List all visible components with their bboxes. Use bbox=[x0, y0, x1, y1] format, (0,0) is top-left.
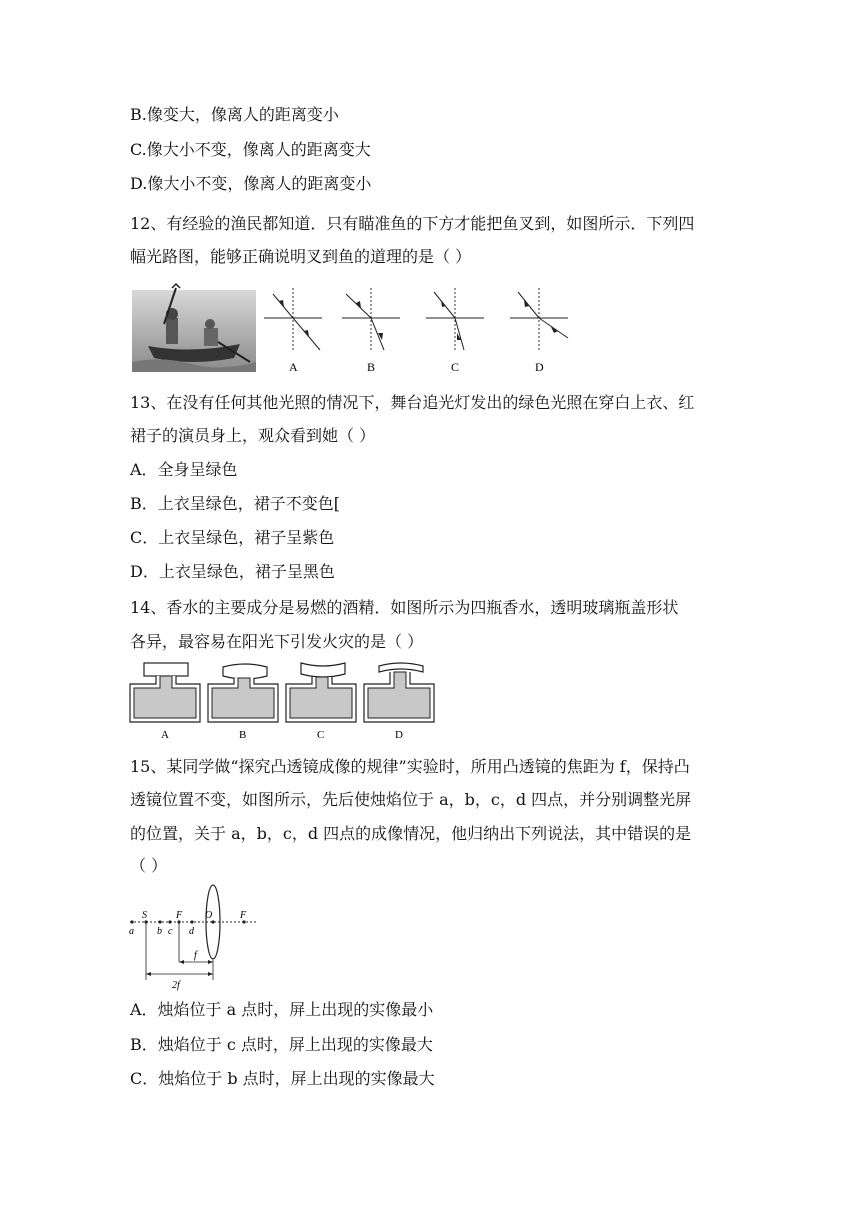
fisherman-picture bbox=[132, 284, 256, 372]
q11-option-c: C.像大小不变，像离人的距离变大 bbox=[130, 140, 371, 159]
q15-stem-line1: 15、某同学做“探究凸透镜成像的规律”实验时，所用凸透镜的焦距为 f，保持凸 bbox=[130, 757, 690, 776]
label-f-left: F bbox=[176, 910, 183, 921]
light-path-b bbox=[342, 288, 400, 352]
q13-stem-line2: 裙子的演员身上，观众看到她（ ） bbox=[130, 426, 376, 445]
label-f-right: F bbox=[240, 910, 247, 921]
q15-option-c: C．烛焰位于 b 点时，屏上出现的实像最大 bbox=[130, 1069, 435, 1088]
label-d: d bbox=[189, 926, 194, 937]
q13-option-c: C．上衣呈绿色，裙子呈紫色 bbox=[130, 528, 335, 547]
q14-stem-line2: 各异，最容易在阳光下引发火灾的是（ ） bbox=[130, 632, 424, 651]
label-f: f bbox=[194, 950, 197, 961]
label-c: c bbox=[168, 926, 173, 937]
light-path-c bbox=[426, 288, 484, 352]
q11-option-b: B.像变大，像离人的距离变小 bbox=[130, 105, 339, 124]
q15-option-a: A．烛焰位于 a 点时，屏上出现的实像最小 bbox=[130, 1000, 434, 1019]
q12-stem-line2: 幅光路图，能够正确说明叉到鱼的道理的是（ ） bbox=[130, 247, 472, 266]
perfume-bottle-a bbox=[130, 663, 200, 722]
q15-stem-line4: （ ） bbox=[130, 856, 168, 875]
q13-option-a: A．全身呈绿色 bbox=[130, 460, 238, 479]
q13-stem-line1: 13、在没有任何其他光照的情况下，舞台追光灯发出的绿色光照在穿白上衣、红 bbox=[130, 393, 695, 412]
q11-option-d: D.像大小不变，像离人的距离变小 bbox=[130, 174, 372, 193]
perfume-bottle-d bbox=[364, 663, 434, 722]
q14-label-c: C bbox=[317, 729, 325, 741]
light-path-a bbox=[264, 288, 322, 352]
q12-stem-line1: 12、有经验的渔民都知道．只有瞄准鱼的下方才能把鱼叉到，如图所示．下列四 bbox=[130, 214, 695, 233]
q13-option-d: D．上衣呈绿色，裙子呈黑色 bbox=[130, 562, 335, 581]
q14-figure bbox=[128, 660, 438, 742]
label-a: a bbox=[129, 926, 134, 937]
q14-label-d: D bbox=[395, 729, 403, 741]
label-b: b bbox=[157, 926, 162, 937]
label-s: S bbox=[142, 910, 147, 921]
q12-label-b: B bbox=[367, 360, 376, 374]
q15-lens-figure bbox=[126, 882, 266, 992]
q12-figure bbox=[128, 282, 588, 378]
perfume-bottle-c bbox=[286, 663, 356, 722]
q15-stem-line3: 的位置，关于 a，b，c，d 四点的成像情况，他归纳出下列说法，其中错误的是 bbox=[130, 824, 692, 843]
q12-label-a: A bbox=[289, 360, 298, 374]
light-path-d bbox=[510, 288, 568, 352]
label-2f: 2f bbox=[172, 980, 180, 991]
q12-label-d: D bbox=[535, 360, 544, 374]
q14-label-b: B bbox=[239, 729, 247, 741]
q15-option-b: B．烛焰位于 c 点时，屏上出现的实像最大 bbox=[130, 1035, 433, 1054]
perfume-bottle-b bbox=[208, 664, 278, 722]
q14-label-a: A bbox=[161, 729, 169, 741]
q12-label-c: C bbox=[451, 360, 460, 374]
q13-option-b: B．上衣呈绿色，裙子不变色[ bbox=[130, 494, 341, 513]
label-o: O bbox=[205, 910, 213, 921]
q14-stem-line1: 14、香水的主要成分是易燃的酒精．如图所示为四瓶香水，透明玻璃瓶盖形状 bbox=[130, 598, 679, 617]
q15-stem-line2: 透镜位置不变，如图所示，先后使烛焰位于 a，b，c，d 四点，并分别调整光屏 bbox=[130, 790, 692, 809]
